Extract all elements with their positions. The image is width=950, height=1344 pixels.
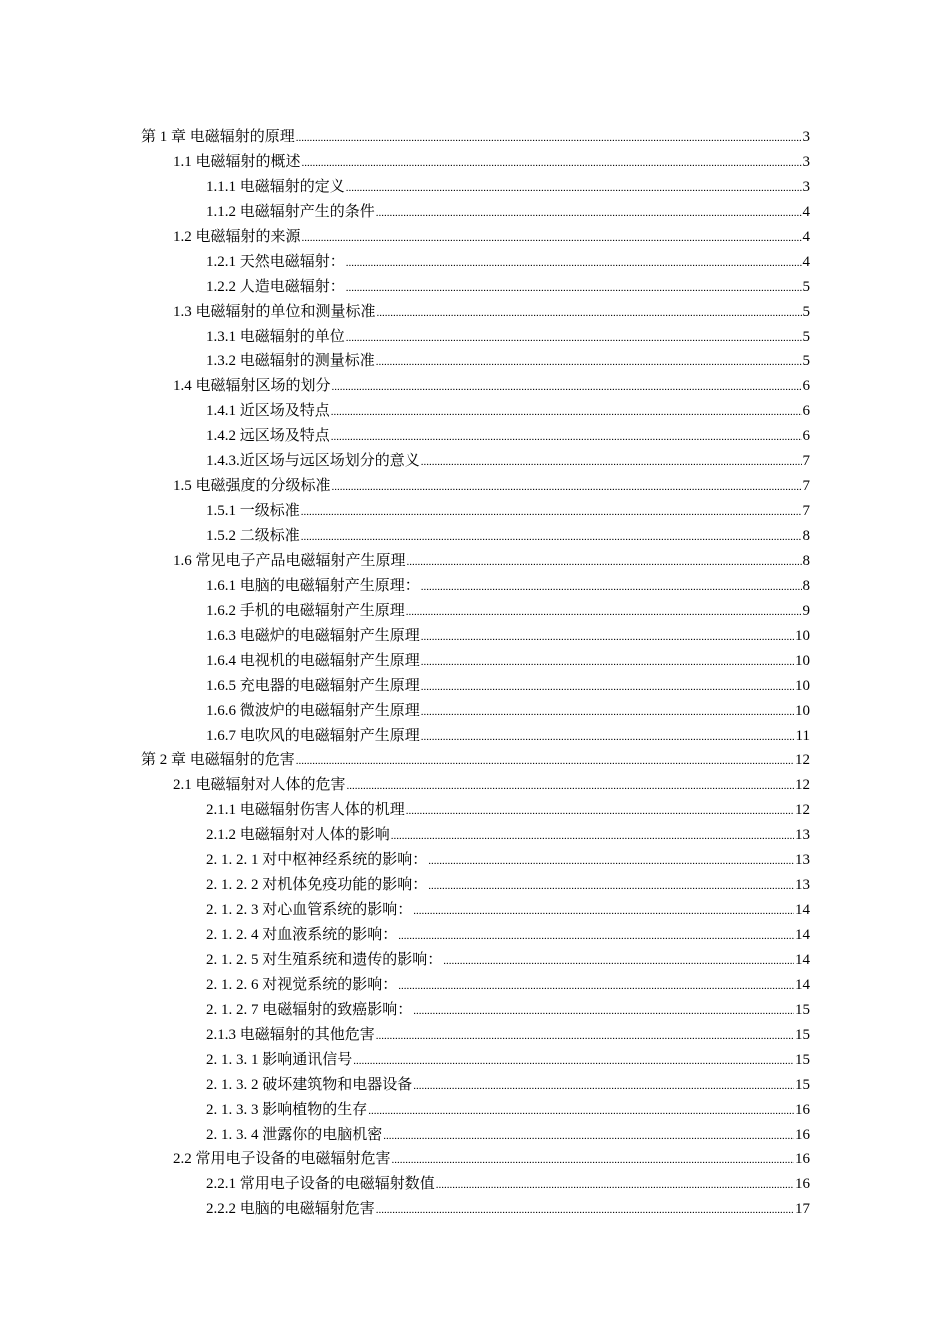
toc-entry-page-number: 12 [795,752,810,769]
toc-leader-dots [407,549,802,575]
toc-leader-dots [413,1073,794,1099]
toc-entry-page-number: 10 [795,702,810,719]
toc-entry-label: 1.1.1 电磁辐射的定义 [206,178,345,195]
toc-leader-dots [368,1098,794,1124]
toc-entry-label: 1.6.1 电脑的电磁辐射产生原理： [206,577,420,594]
toc-entry-label: 1.5.2 二级标准 [206,528,300,544]
toc-leader-dots [376,1023,794,1049]
toc-entry[interactable] [141,898,810,923]
toc-entry-page-number: 3 [802,153,810,170]
toc-entry-page-number: 17 [795,1201,810,1218]
toc-entry-label: 1.2.1 天然电磁辐射： [206,253,345,270]
toc-entry[interactable] [141,624,810,649]
toc-leader-dots [332,474,802,500]
toc-entry[interactable] [141,848,810,873]
toc-entry-page-number: 10 [795,627,810,644]
toc-entry[interactable] [141,474,810,499]
toc-entry-label: 2.1 电磁辐射对人体的危害 [173,777,346,794]
toc-entry-page-number: 14 [795,927,810,943]
toc-leader-dots [421,699,794,725]
toc-entry-label: 第 1 章 电磁辐射的原理 [141,129,295,145]
toc-entry-page-number: 6 [802,428,810,445]
toc-leader-dots [421,724,795,750]
toc-leader-dots [421,649,794,675]
toc-entry-label: 1.4.1 近区场及特点 [206,403,330,420]
toc-entry[interactable] [141,200,810,225]
toc-entry[interactable] [141,374,810,399]
toc-entry-page-number: 6 [802,378,810,395]
toc-leader-dots [301,499,802,525]
toc-entry-label: 1.5 电磁强度的分级标准 [173,478,331,495]
toc-entry-label: 1.6.5 充电器的电磁辐射产生原理 [206,677,420,694]
toc-entry-page-number: 8 [802,552,810,569]
toc-entry-page-number: 13 [795,877,810,894]
toc-leader-dots [413,998,794,1024]
toc-entry-label: 1.5.1 一级标准 [206,503,300,520]
toc-entry-page-number: 4 [802,253,810,270]
toc-entry-page-number: 14 [795,902,810,919]
toc-entry[interactable] [141,1147,810,1172]
toc-entry-page-number: 5 [802,328,810,345]
toc-leader-dots [302,225,802,251]
toc-entry-page-number: 8 [802,528,810,544]
toc-entry[interactable] [141,1172,810,1197]
toc-entry-label: 1.1 电磁辐射的概述 [173,153,301,170]
toc-entry-label: 第 2 章 电磁辐射的危害 [141,752,295,769]
toc-entry-page-number: 16 [795,1101,810,1118]
toc-leader-dots [421,624,794,650]
toc-leader-dots [398,923,794,949]
toc-entry[interactable] [141,275,810,300]
toc-entry-page-number: 6 [802,403,810,420]
toc-entry-page-number: 13 [795,852,810,869]
toc-entry[interactable] [141,1197,810,1222]
toc-entry-page-number: 13 [795,827,810,844]
toc-entry-label: 1.2 电磁辐射的来源 [173,228,301,245]
toc-entry-label: 2.1.1 电磁辐射伤害人体的机理 [206,802,405,819]
toc-entry-label: 1.6.3 电磁炉的电磁辐射产生原理 [206,627,420,644]
toc-leader-dots [391,823,794,849]
toc-entry-page-number: 5 [802,278,810,295]
toc-entry-page-number: 15 [795,1076,810,1093]
toc-entry-page-number: 15 [795,1051,810,1068]
toc-entry[interactable] [141,574,810,599]
toc-entry[interactable] [141,449,810,474]
toc-entry-page-number: 3 [802,178,810,195]
toc-entry[interactable] [141,1023,810,1048]
toc-entry-label: 1.6.4 电视机的电磁辐射产生原理 [206,652,420,669]
toc-entry[interactable] [141,699,810,724]
toc-entry-page-number: 4 [802,228,810,245]
toc-entry[interactable] [141,748,810,773]
toc-entry[interactable] [141,823,810,848]
toc-leader-dots [347,773,794,799]
toc-entry[interactable] [141,948,810,973]
toc-entry-page-number: 7 [802,478,810,495]
toc-entry-label: 1.1.2 电磁辐射产生的条件 [206,203,375,220]
toc-entry-label: 2.2.1 常用电子设备的电磁辐射数值 [206,1176,435,1193]
toc-entry-page-number: 7 [802,453,810,470]
toc-entry[interactable] [141,549,810,574]
toc-leader-dots [376,349,802,375]
toc-entry[interactable] [141,923,810,948]
toc-entry-page-number: 15 [795,1026,810,1043]
toc-entry[interactable] [141,973,810,998]
toc-entry[interactable] [141,175,810,200]
toc-entry[interactable] [141,873,810,898]
table-of-contents [141,125,810,1222]
toc-entry-page-number: 16 [795,1151,810,1168]
toc-entry-page-number: 8 [802,577,810,594]
toc-entry[interactable] [141,325,810,350]
toc-entry-label: 2. 1. 2. 4 对血液系统的影响： [206,927,398,943]
toc-entry[interactable] [141,1073,810,1098]
toc-entry[interactable] [141,798,810,823]
toc-entry-label: 2.2.2 电脑的电磁辐射危害 [206,1201,375,1218]
toc-entry-label: 2. 1. 2. 2 对机体免疫功能的影响： [206,877,428,894]
toc-entry[interactable] [141,250,810,275]
toc-entry[interactable] [141,599,810,624]
toc-entry-label: 1.3 电磁辐射的单位和测量标准 [173,303,376,320]
toc-entry[interactable] [141,424,810,449]
toc-entry[interactable] [141,724,810,749]
toc-leader-dots [331,424,802,450]
toc-entry-label: 1.2.2 人造电磁辐射： [206,278,345,295]
toc-leader-dots [296,748,794,774]
toc-leader-dots [377,300,802,326]
toc-entry-label: 1.6.2 手机的电磁辐射产生原理 [206,602,405,619]
toc-entry-page-number: 14 [795,951,810,968]
toc-entry-page-number: 14 [795,976,810,993]
toc-leader-dots [421,674,794,700]
toc-leader-dots [428,848,794,874]
toc-leader-dots [376,1197,794,1223]
toc-leader-dots [421,574,802,600]
toc-entry-label: 2.1.2 电磁辐射对人体的影响 [206,827,390,844]
toc-leader-dots [331,399,802,425]
toc-entry[interactable] [141,300,810,325]
toc-entry-label: 1.4.3.近区场与远区场划分的意义 [206,453,420,470]
toc-entry-label: 2. 1. 3. 1 影响通讯信号 [206,1051,353,1068]
toc-entry[interactable] [141,499,810,524]
toc-entry[interactable] [141,399,810,424]
toc-entry-label: 2. 1. 2. 5 对生殖系统和遗传的影响： [206,951,443,968]
toc-entry-page-number: 15 [795,1001,810,1018]
toc-entry[interactable] [141,1048,810,1073]
toc-entry-page-number: 3 [802,129,810,145]
toc-leader-dots [302,150,802,176]
toc-entry-label: 2. 1. 3. 2 破坏建筑物和电器设备 [206,1076,413,1093]
toc-leader-dots [346,325,802,351]
toc-leader-dots [332,374,802,400]
toc-leader-dots [421,449,802,475]
toc-leader-dots [346,250,802,276]
toc-entry-page-number: 10 [795,677,810,694]
toc-entry-page-number: 4 [802,203,810,220]
toc-leader-dots [443,948,794,974]
toc-entry-page-number: 7 [802,503,810,520]
toc-entry-page-number: 16 [795,1176,810,1193]
toc-leader-dots [406,798,794,824]
toc-entry[interactable] [141,125,810,150]
toc-entry-page-number: 12 [795,802,810,819]
toc-entry-label: 1.6.6 微波炉的电磁辐射产生原理 [206,702,420,719]
toc-entry-label: 1.6 常见电子产品电磁辐射产生原理 [173,552,406,569]
toc-leader-dots [398,973,794,999]
toc-entry-label: 2. 1. 2. 6 对视觉系统的影响： [206,976,398,993]
toc-leader-dots [301,524,802,550]
toc-entry[interactable] [141,150,810,175]
toc-entry-label: 2.2 常用电子设备的电磁辐射危害 [173,1151,391,1168]
toc-leader-dots [346,175,802,201]
toc-entry[interactable] [141,773,810,798]
toc-leader-dots [413,898,794,924]
toc-leader-dots [383,1123,794,1149]
toc-entry-label: 1.4 电磁辐射区场的划分 [173,378,331,395]
toc-leader-dots [392,1147,794,1173]
toc-entry-label: 2. 1. 2. 7 电磁辐射的致癌影响： [206,1001,413,1018]
toc-leader-dots [428,873,794,899]
toc-entry-label: 1.3.1 电磁辐射的单位 [206,328,345,345]
toc-entry-page-number: 10 [795,652,810,669]
toc-entry-label: 1.3.2 电磁辐射的测量标准 [206,353,375,370]
toc-leader-dots [296,125,802,151]
toc-leader-dots [376,200,802,226]
toc-entry-label: 1.6.7 电吹风的电磁辐射产生原理 [206,727,420,744]
toc-entry-label: 2.1.3 电磁辐射的其他危害 [206,1026,375,1043]
toc-entry-page-number: 11 [795,727,810,744]
toc-entry[interactable] [141,1123,810,1148]
toc-entry-page-number: 5 [802,353,810,370]
toc-leader-dots [353,1048,794,1074]
toc-entry-label: 2. 1. 3. 4 泄露你的电脑机密 [206,1126,383,1143]
toc-entry[interactable] [141,649,810,674]
toc-entry[interactable] [141,524,810,549]
toc-entry[interactable] [141,225,810,250]
toc-entry-label: 2. 1. 2. 1 对中枢神经系统的影响： [206,852,428,869]
toc-entry-page-number: 12 [795,777,810,794]
toc-entry[interactable] [141,349,810,374]
toc-entry-label: 2. 1. 3. 3 影响植物的生存 [206,1101,368,1118]
toc-entry-label: 1.4.2 远区场及特点 [206,428,330,445]
toc-entry-label: 2. 1. 2. 3 对心血管系统的影响： [206,902,413,919]
toc-entry-page-number: 5 [802,303,810,320]
toc-leader-dots [406,599,802,625]
toc-leader-dots [436,1172,794,1198]
toc-entry-page-number: 9 [802,602,810,619]
toc-leader-dots [346,275,802,301]
toc-entry-page-number: 16 [795,1126,810,1143]
toc-entry[interactable] [141,674,810,699]
toc-entry[interactable] [141,1098,810,1123]
toc-entry[interactable] [141,998,810,1023]
